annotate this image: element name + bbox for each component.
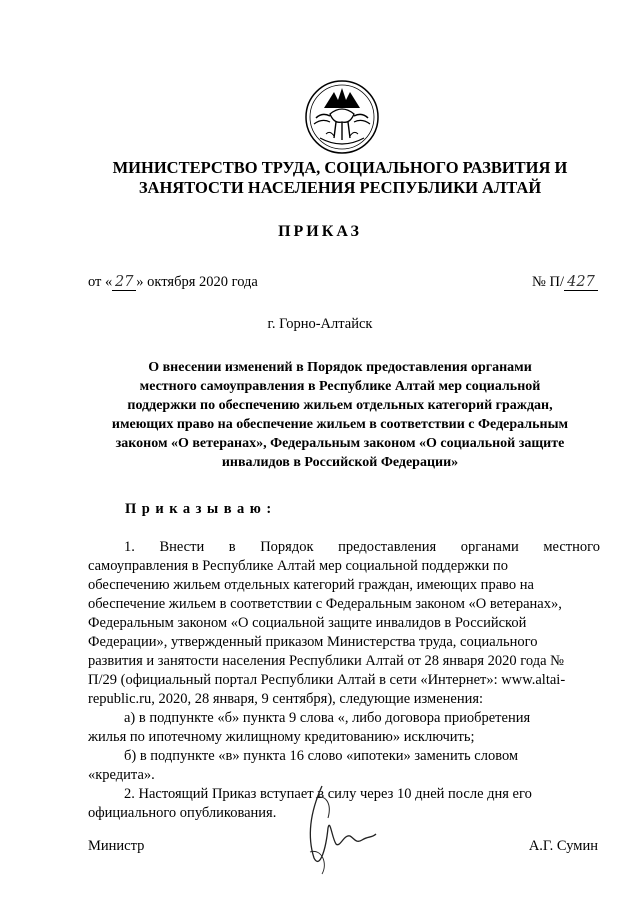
sub-item-a-line: жилья по ипотечному жилищному кредитованию» исключить; (88, 729, 475, 745)
subject-line: О внесении изменений в Порядок предоставления органами (148, 360, 532, 375)
subject-line: имеющих право на обеспечение жильем в соответствии с Федеральным (111, 417, 569, 432)
sub-item-b-line: б) в подпункте «в» пункта 16 слово «ипотеки» заменить словом (124, 748, 519, 764)
subject-line: законом «О ветеранах», Федеральным законом «О социальной защите (115, 436, 565, 451)
item-1-line: развития и занятости населения Республики Алтай от 28 января 2020 года № (88, 653, 564, 669)
order-directive: Приказываю: (125, 501, 277, 517)
item-1-word: Внести (159, 539, 205, 555)
item-1-line: П/29 (официальный портал Республики Алтай в сети «Интернет»: www.altai- (88, 672, 566, 688)
order-date (88, 274, 258, 291)
item-1-word: местного (543, 539, 600, 555)
order-subject (100, 358, 580, 472)
item-1-word: в (228, 539, 236, 555)
number-prefix: № П/ (532, 274, 564, 290)
number-value-handwritten: 427 (564, 275, 598, 291)
sub-item-b-line: «кредита». (88, 767, 155, 783)
signer-position: Министр (88, 838, 145, 854)
ministry-name (80, 158, 600, 198)
item-1-word: Порядок (260, 539, 314, 555)
item-1-first-line (88, 538, 600, 557)
ministry-name-line-2: ЗАНЯТОСТИ НАСЕЛЕНИЯ РЕСПУБЛИКИ АЛТАЙ (138, 178, 542, 197)
signer-name: А.Г. Сумин (528, 838, 598, 854)
handwritten-signature-icon (292, 778, 382, 878)
date-day-handwritten: 27 (112, 275, 136, 291)
item-1-word: предоставления (338, 539, 437, 555)
item-1-line: Федеральным законом «О социальной защите инвалидов в Российской (88, 615, 527, 631)
item-1-line: обеспечению жильем отдельных категорий граждан, имеющих право на (88, 577, 534, 593)
item-1-line: Федерации», утвержденный приказом Министерства труда, социального (88, 634, 538, 650)
date-prefix: от « (88, 274, 113, 290)
ministry-name-line-1: МИНИСТЕРСТВО ТРУДА, СОЦИАЛЬНОГО РАЗВИТИЯ И (112, 158, 568, 177)
sub-item-a-line: а) в подпункте «б» пункта 9 слова «, либо договора приобретения (124, 710, 531, 726)
subject-line: инвалидов в Российской Федерации» (221, 455, 459, 470)
city: г. Горно-Алтайск (267, 316, 373, 332)
item-2-line: официального опубликования. (88, 805, 277, 821)
document-type: ПРИКАЗ (278, 223, 362, 240)
date-suffix: » октября 2020 года (136, 274, 258, 290)
subject-line: поддержки по обеспечению жильем отдельных категорий граждан, (127, 398, 553, 413)
subject-line: местного самоуправления в Республике Алтай мер социальной (139, 379, 541, 394)
order-number (532, 274, 598, 291)
coat-of-arms-icon (300, 78, 384, 156)
item-1-line: обеспечение жильем в соответствии с Федеральным законом «О ветеранах», (88, 596, 562, 612)
item-1-line: republic.ru, 2020, 28 января, 9 сентября), следующие изменения: (88, 691, 484, 707)
item-1-word: органами (460, 539, 519, 555)
item-2-line: 2. Настоящий Приказ вступает в силу через 10 дней после дня его (124, 786, 532, 802)
item-1-word: 1. (124, 539, 135, 555)
item-1-line: самоуправления в Республике Алтай мер социальной поддержки по (88, 558, 508, 574)
